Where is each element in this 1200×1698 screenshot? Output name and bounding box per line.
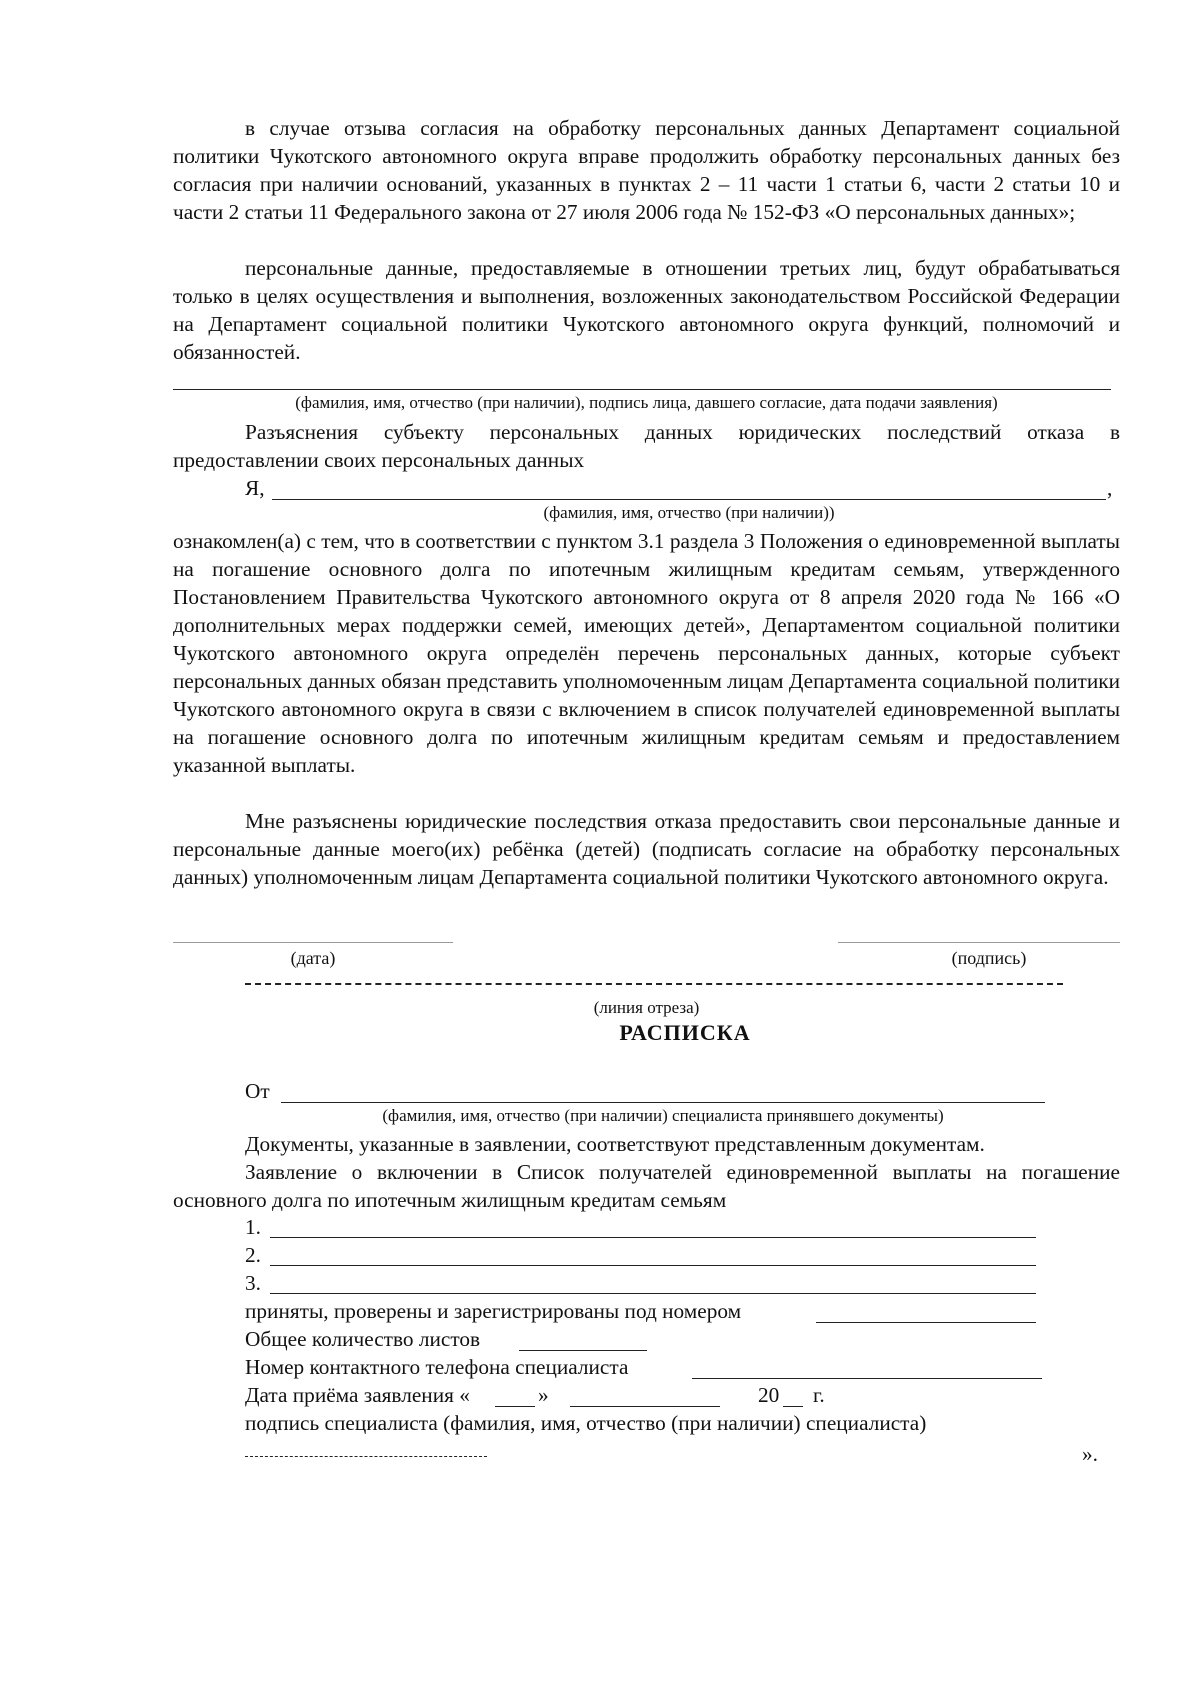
statement-text: Заявление о включении в Список получателей единовременной выплаты на погашение основного долга по ипотечным жилищным кредитам семьям [173,1160,1120,1212]
year-label: 20 [758,1383,780,1407]
specialist-signature-text: подпись специалиста (фамилия, имя, отчество (при наличии) специалиста) [245,1411,927,1435]
ya-name-caption: (фамилия, имя, отчество (при наличии)) [543,503,835,522]
consent-paragraph-revocation: в случае отзыва согласия на обработку персональных данных Департамент социальной политики Чукотского автономного округа вправе продолжить обработку персональных данных без согласия при наличии оснований, указанных в пунктах 2 – 11 части 1 статьи 6, части 2 статьи 10 и части 2 статьи 11 Федерального закона от 27 июля 2006 года № 152-ФЗ «О персональных данных»; [173,116,1120,224]
day-line [495,1406,535,1407]
date-label: Дата приёма заявления « [245,1383,470,1407]
ya-name-line [272,499,1106,500]
signature-line [838,942,1120,943]
item-3-label: 3. [245,1271,261,1295]
closing-quote: ». [1082,1442,1098,1466]
ya-comma: , [1107,476,1113,500]
from-line [281,1102,1045,1103]
month-line [570,1406,720,1407]
explanation-heading: Разъяснения субъекту персональных данных юридических последствий отказа в предоставлении своих персональных данных [173,420,1120,472]
cut-line [245,983,1063,985]
ya-label: Я, [245,476,265,500]
signature-caption: (подпись) [951,948,1027,968]
consent-paragraph-third-parties: персональные данные, предоставляемые в отношении третьих лиц, будут обрабатываться только в целях осуществления и выполнения, возложенных законодательством Российской Федерации на Департамент социальной политики Чукотского автономного округа функций, полномочий и обязанностей. [173,256,1120,364]
docs-match-text: Документы, указанные в заявлении, соответствуют представленным документам. [245,1132,985,1156]
consent-signature-caption: (фамилия, имя, отчество (при наличии), подпись лица, давшего согласие, дата подачи заявления) [295,393,998,412]
item-1-line [270,1237,1036,1238]
from-caption: (фамилия, имя, отчество (при наличии) специалиста принявшего документы) [382,1106,944,1125]
explanation-paragraph-consequences: Мне разъяснены юридические последствия отказа предоставить свои персональные данные и персональные данные моего(их) ребёнка (детей) (подписать согласие на обработку персональных данных) уполномоченным лицам Департамента социальной политики Чукотского автономного округа. [173,809,1120,889]
sheets-line [519,1350,647,1351]
from-label: От [245,1079,270,1103]
year-line [783,1406,803,1407]
phone-line [692,1378,1042,1379]
consent-signature-line [173,389,1111,390]
item-2-label: 2. [245,1243,261,1267]
explanation-paragraph-acquainted: ознакомлен(а) с тем, что в соответствии с пунктом 3.1 раздела 3 Положения о единовременной выплаты на погашение основного долга по ипотечным жилищным кредитам семьям, утвержденного Постановлением Правительства Чукотского автономного округа от 8 апреля 2020 года № 166 «О дополнительных мерах поддержки семей, имеющих детей», Департаментом социальной политики Чукотского автономного округа определён перечень персональных данных, которые субъект персональных данных обязан представить уполномоченным лицам Департамента социальной политики Чукотского автономного округа в связи с включением в список получателей единовременной выплаты на погашение основного долга по ипотечным жилищным кредитам семьям и предоставлением указанной выплаты. [173,529,1120,777]
date-caption: (дата) [290,948,336,968]
item-3-line [270,1293,1036,1294]
cut-line-caption: (линия отреза) [593,998,700,1017]
sheets-text: Общее количество листов [245,1327,481,1351]
date-close-quote: » [538,1383,549,1407]
date-line [173,942,453,943]
year-suffix: г. [813,1383,825,1407]
receipt-title: РАСПИСКА [619,1020,751,1045]
item-2-line [270,1265,1036,1266]
specialist-signature-line [245,1456,487,1457]
phone-text: Номер контактного телефона специалиста [245,1355,629,1379]
accepted-text: приняты, проверены и зарегистрированы под номером [245,1299,742,1323]
registration-number-line [816,1322,1036,1323]
item-1-label: 1. [245,1215,261,1239]
